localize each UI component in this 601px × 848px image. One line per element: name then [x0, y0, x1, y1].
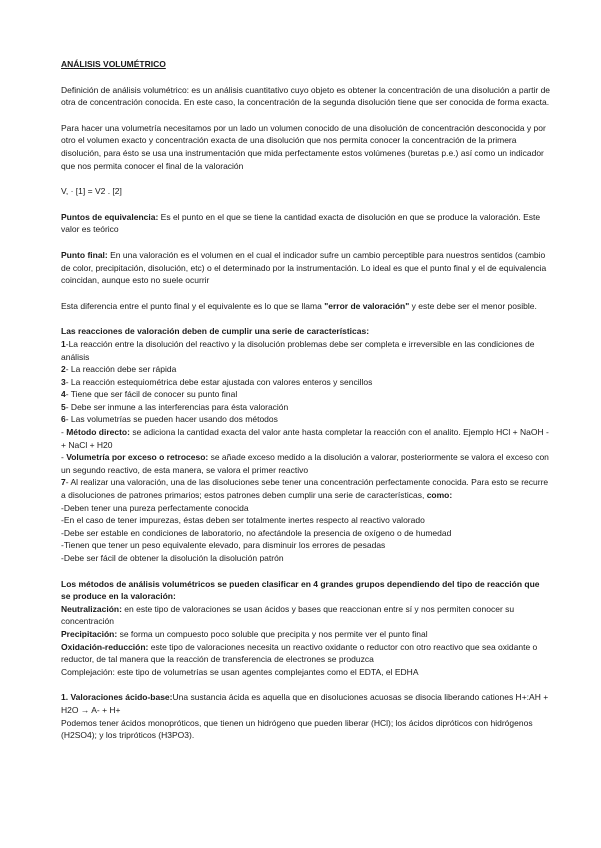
- direct-method-label: Método directo:: [66, 427, 130, 438]
- list-text: - Al realizar una valoración, una de las disoluciones sebe tener una concentración perfectamente conocida. Para esto se recurre a disoluciones de patrones primarios; estos patrones deben cumplir una serie de características,: [61, 477, 549, 501]
- list-text: - Las volumetrías se pueden hacer usando dos métodos: [65, 414, 278, 425]
- acid-base-paragraph-2: Podemos tener ácidos monopróticos, que tienen un hidrógeno que pueden liberar (HCl); los ácidos dipróticos con hidrógenos (H2SO4); y los tripróticos (H3PO3).: [61, 717, 533, 741]
- direct-method-item: [61, 426, 551, 451]
- group-item: [61, 603, 551, 628]
- list-number: 3: [61, 376, 66, 387]
- document-page: [61, 58, 551, 742]
- pattern-item: -Deben tener una pureza perfectamente conocida: [61, 502, 249, 513]
- pattern-item: -Debe ser fácil de obtener la disolución la disolución patrón: [61, 553, 284, 563]
- group-text: se forma un compuesto poco soluble que precipita y nos permite ver el punto final: [117, 628, 428, 639]
- error-post: y este debe ser el menor posible.: [409, 300, 537, 311]
- list-item: [61, 413, 551, 426]
- group-label: Precipitación:: [61, 628, 118, 639]
- list-item: [61, 376, 551, 389]
- requirements-heading: [61, 325, 551, 338]
- acid-base-text: Una sustancia ácida es aquella que en disoluciones acuosas se disocia liberando cationes H+:AH + H2O → A- + H+: [61, 692, 549, 715]
- groups-section: [61, 578, 551, 679]
- groups-heading: [61, 578, 551, 603]
- group-text: este tipo de valoraciones necesita un reactivo oxidante o reductor con otro reactivo que sea oxidante o reductor, de tal manera que la reacción de transferencia de electrones se produzca: [61, 641, 538, 665]
- list-item: [61, 338, 551, 363]
- equivalence-paragraph: [61, 211, 551, 236]
- list-text: - La reacción debe ser rápida: [65, 364, 177, 375]
- list-text-bold: como:: [426, 490, 453, 501]
- group-item: [61, 641, 551, 666]
- list-item: [61, 388, 551, 401]
- pattern-item: -Tienen que tener un peso equivalente elevado, para disminuir los errores de pesadas: [61, 540, 386, 551]
- group-item: [61, 628, 551, 641]
- list-number: 5: [61, 401, 66, 412]
- requirements-section: [61, 325, 551, 564]
- list-text: - La reacción estequiométrica debe estar ajustada con valores enteros y sencillos: [65, 376, 373, 387]
- requirements-heading-text: Las reacciones de valoración deben de cumplir una serie de características:: [61, 326, 370, 337]
- error-bold: "error de valoración": [324, 300, 410, 311]
- procedure-paragraph: Para hacer una volumetría necesitamos por un lado un volumen conocido de una disolución de concentración desconocida y por otro el volumen exacto y concentración exacta de una disolución que nos permita conocer la concentración de la primera disolución, para ésto se usa una instrumentación que mida perfectamente estos volúmenes (buretas p.e.) así como un indicador que nos permita conocer el final de la valoración: [61, 122, 546, 171]
- excess-method-label: Volumetría por exceso o retroceso:: [66, 452, 209, 463]
- group-item: Complejación: este tipo de volumetrías se usan agentes complejantes como el EDTA, el EDHA: [61, 666, 419, 677]
- acid-base-section: [61, 691, 551, 741]
- list-number: 7: [61, 477, 66, 488]
- final-point-paragraph: [61, 249, 551, 287]
- final-point-text: En una valoración es el volumen en el cual el indicador sufre un cambio perceptible para nuestros sentidos (cambio de color, precipitación, disolución, etc) o el determinado por la instrumentación. Lo ideal es que el punto final y el de equivalencia coincidan, aunque esto no suele ocurrir: [61, 249, 547, 286]
- acid-base-paragraph: [61, 691, 551, 716]
- list-number: 2: [61, 364, 66, 375]
- formula-line: V, · [1] = V2 . [2]: [61, 186, 122, 197]
- group-text: en este tipo de valoraciones se usan ácidos y bases que reaccionan entre sí y nos permiten conocer su concentración: [61, 603, 515, 627]
- list-number: 6: [61, 414, 66, 425]
- list-text: - Tiene que ser fácil de conocer su punto final: [65, 389, 238, 400]
- group-label: Oxidación-reducción:: [61, 641, 149, 652]
- excess-method-item: [61, 451, 551, 476]
- equivalence-text: Es el punto en el que se tiene la cantidad exacta de disolución en que se produce la valoración. Este valor es teórico: [61, 211, 541, 235]
- excess-method-dash: -: [61, 452, 67, 463]
- list-number: 4: [61, 389, 66, 400]
- equivalence-label: Puntos de equivalencia:: [61, 211, 159, 222]
- list-number: 1: [61, 338, 66, 349]
- error-pre: Esta diferencia entre el punto final y el equivalente es lo que se llama: [61, 300, 325, 311]
- groups-heading-text: Los métodos de análisis volumétricos se pueden clasificar en 4 grandes grupos dependiendo del tipo de reacción que se produce en la valoración:: [61, 578, 540, 602]
- acid-base-label: 1. Valoraciones ácido-base:: [61, 692, 173, 703]
- direct-method-dash: -: [61, 427, 67, 438]
- list-text: -La reacción entre la disolución del reactivo y la disolución problemas debe ser completa e irreversible en las condiciones de análisis: [61, 338, 535, 362]
- excess-method-text: se añade exceso medido a la disolución a valorar, posteriormente se valora el exceso con un segundo reactivo, de esta manera, se valora el primer reactivo: [61, 452, 549, 475]
- list-text: - Debe ser inmune a las interferencias para ésta valoración: [65, 401, 289, 412]
- error-paragraph: [61, 300, 551, 313]
- list-item: [61, 401, 551, 414]
- list-item: [61, 363, 551, 376]
- list-item: [61, 476, 551, 501]
- pattern-item: -Debe ser estable en condiciones de laboratorio, no afectándole la presencia de oxígeno o de humedad: [61, 527, 452, 538]
- direct-method-text: se adiciona la cantidad exacta del valor ante hasta completar la reacción con el analito. Ejemplo HCl + NaOH -+ NaCl + H20: [61, 427, 549, 450]
- group-label: Neutralización:: [61, 603, 122, 614]
- pattern-item: -En el caso de tener impurezas, éstas deben ser totalmente inertes respecto al reactivo valorado: [61, 515, 425, 526]
- page-title: ANÁLISIS VOLUMÉTRICO: [61, 59, 166, 69]
- definition-paragraph: Definición de análisis volumétrico: es un análisis cuantitativo cuyo objeto es obtener la concentración de una disolución a partir de otra de concentración conocida. En este caso, la concentración de la segunda disolución tiene que ser conocida de forma exacta.: [61, 84, 551, 108]
- final-point-label: Punto final:: [61, 249, 108, 260]
